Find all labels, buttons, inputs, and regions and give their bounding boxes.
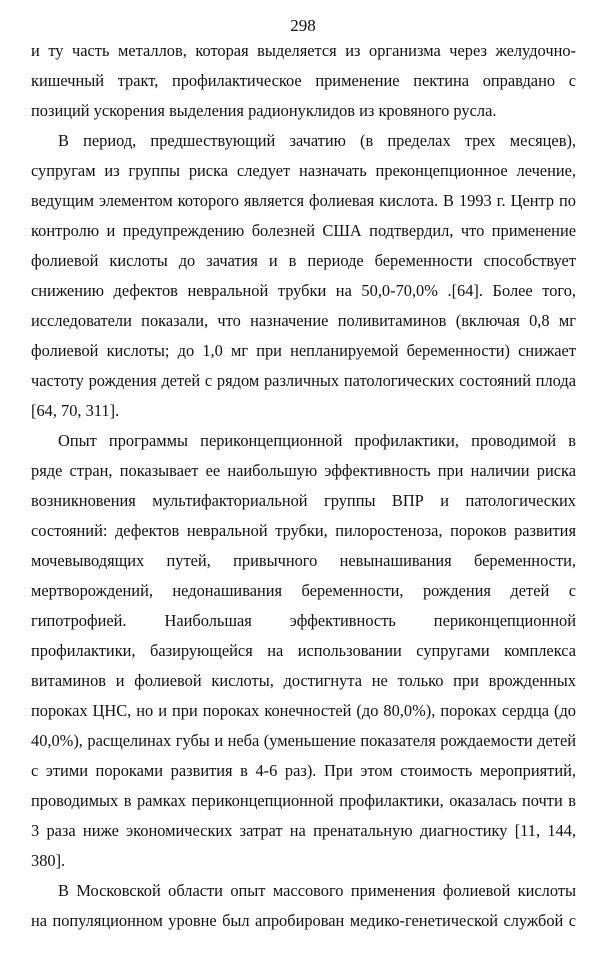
text-line: 380]. [31,851,66,870]
text-line: и ту часть металлов, которая выделяется из организма через желудочно- [31,41,576,60]
text-line: В Московской области опыт массового применения фолиевой кислоты [58,881,576,900]
text-line: Опыт программы периконцепционной профилактики, проводимой в [58,431,576,450]
text-line: состояний: дефектов невральной трубки, пилоростеноза, пороков развития [31,521,576,540]
text-line: позиций ускорения выделения радионуклидов из кровяного русла. [31,101,497,120]
text-line: 3 раза ниже экономических затрат на пренатальную диагностику [11, 144, [31,821,576,840]
page-number: 298 [290,16,316,35]
text-line: кишечный тракт, профилактическое применение пектина оправдано с [31,71,576,90]
text-line: возникновения мультифакториальной группы ВПР и патологических [31,491,576,510]
text-line: [64, 70, 311]. [31,401,120,420]
text-line: частоту рождения детей с рядом различных патологических состояний плода [31,371,576,390]
text-line: с этими пороками развития в 4-6 раз). При этом стоимость мероприятий, [31,761,576,780]
text-line: ряде стран, показывает ее наибольшую эффективность при наличии риска [31,461,576,480]
text-line: гипотрофией. Наибольшая эффективность периконцепционной [31,611,576,630]
text-line: проводимых в рамках периконцепционной профилактики, оказалась почти в [31,791,576,810]
text-line: исследователи показали, что назначение поливитаминов (включая 0,8 мг [31,311,576,330]
text-line: контролю и предупреждению болезней США подтвердил, что применение [31,221,576,240]
text-line: ведущим элементом которого является фолиевая кислота. В 1993 г. Центр по [31,191,576,210]
text-line: мочевыводящих путей, привычного невынашивания беременности, [31,551,576,570]
text-line: В период, предшествующий зачатию (в пределах трех месяцев), [58,131,576,150]
text-line: 40,0%), расщелинах губы и неба (уменьшение показателя рождаемости детей [31,731,576,750]
text-line: супругам из группы риска следует назначать преконцепционное лечение, [31,161,576,180]
text-line: витаминов и фолиевой кислоты, достигнута не только при врожденных [31,671,576,690]
text-line: фолиевой кислоты до зачатия и в периоде беременности способствует [31,251,576,270]
text-line: пороках ЦНС, но и при пороках конечностей (до 80,0%), пороках сердца (до [31,701,576,720]
text-line: профилактики, базирующейся на использовании супругами комплекса [31,641,576,660]
text-line: на популяционном уровне был апробирован медико-генетической службой с [31,911,576,930]
text-line: фолиевой кислоты; до 1,0 мг при непланируемой беременности) снижает [31,341,576,360]
text-line: мертворождений, недонашивания беременности, рождения детей с [31,581,576,600]
text-line: снижению дефектов невральной трубки на 50,0-70,0% .[64]. Более того, [31,281,576,300]
